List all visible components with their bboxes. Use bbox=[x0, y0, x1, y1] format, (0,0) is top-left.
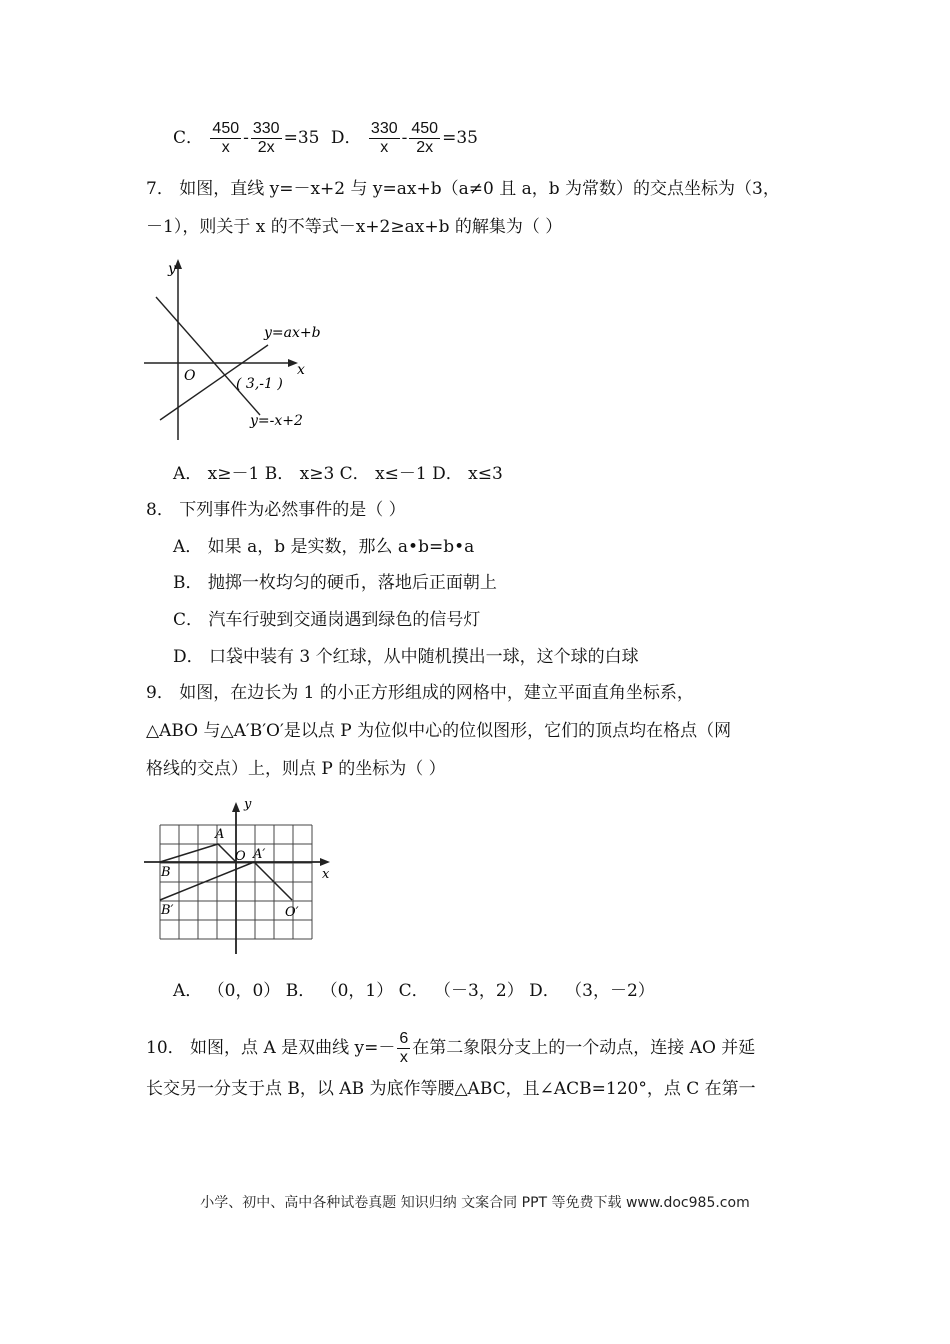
q8-option-a: A． 如果 a，b 是实数，那么 a•b=b•a bbox=[173, 537, 475, 557]
q8-option-c: C． 汽车行驶到交通岗遇到绿色的信号灯 bbox=[173, 610, 481, 630]
q6-c-fraction-2: $\frac{330}{2x}$ bbox=[252, 120, 280, 156]
q6-d-fraction-1: $\frac{330}{x}$ bbox=[370, 120, 398, 156]
q10-stem-line1: 10． 如图，点 A 是双曲线 y=－ $\frac{6}{x}$ 在第二象限分支上的一个动点，连接 AO 并延 bbox=[146, 1030, 756, 1066]
q9-stem-line2: △ABO 与△A′B′O′是以点 P 为位似中心的位似图形，它们的顶点均在格点（网 bbox=[146, 721, 732, 741]
q6-d-tail: =35 bbox=[442, 128, 478, 148]
q9-y-label: y bbox=[244, 798, 252, 812]
q8-option-b: B． 抛掷一枚均匀的硬币，落地后正面朝上 bbox=[173, 573, 497, 593]
q7-line-label-ax-b: y=ax+b bbox=[264, 325, 321, 341]
q9-point-o: O bbox=[235, 849, 246, 864]
q9-graph bbox=[140, 798, 340, 958]
q9-x-label: x bbox=[322, 867, 330, 882]
q6-option-d-label: D． bbox=[330, 128, 362, 148]
q8-option-d: D． 口袋中装有 3 个红球，从中随机摸出一球，这个球的白球 bbox=[173, 647, 639, 667]
q6-c-tail: =35 bbox=[283, 128, 320, 148]
q9-y-arrow bbox=[232, 802, 240, 812]
q7-stem-line2: －1），则关于 x 的不等式－x+2≥ax+b 的解集为（ ） bbox=[146, 217, 563, 237]
q9-triangle-a-prime bbox=[160, 862, 292, 900]
q9-point-b-prime: B′ bbox=[161, 903, 174, 918]
q7-stem-line1: 7． 如图，直线 y=－x+2 与 y=ax+b（a≠0 且 a，b 为常数）的交点坐标为（3， bbox=[146, 179, 780, 199]
q9-stem-line1: 9． 如图，在边长为 1 的小正方形组成的网格中，建立平面直角坐标系， bbox=[146, 683, 694, 703]
q7-intersection-label: ( 3,-1 ) bbox=[236, 376, 283, 392]
q6-d-fraction-2: $\frac{450}{2x}$ bbox=[411, 120, 439, 156]
q10-stem-line2: 长交另一分支于点 B，以 AB 为底作等腰△ABC，且∠ACB=120°，点 C 在第一 bbox=[146, 1079, 756, 1099]
q7-options: A． x≥－1 B． x≥3 C． x≤－1 D． x≤3 bbox=[173, 464, 503, 484]
q7-line-label-neg-x: y=-x+2 bbox=[250, 413, 303, 429]
q7-y-label: y bbox=[168, 261, 176, 277]
q9-point-o-prime: O′ bbox=[285, 905, 299, 920]
q9-stem-line3: 格线的交点）上，则点 P 的坐标为（ ） bbox=[146, 759, 446, 779]
q7-graph bbox=[140, 255, 330, 445]
q9-point-a-prime: A′ bbox=[253, 847, 266, 862]
q6-option-c-label: C． bbox=[173, 128, 204, 148]
q7-line-neg-x-plus-2 bbox=[156, 297, 260, 415]
q7-x-label: x bbox=[297, 362, 305, 378]
q6-options: C． $\frac{450}{x}$ - $\frac{330}{2x}$ =35 D． $\frac{330}{x}$ - $\frac{450}{2x}$ =35 bbox=[173, 120, 478, 156]
q10-fraction: $\frac{6}{x}$ bbox=[399, 1030, 409, 1066]
q9-options: A． （0，0） B． （0，1） C． （－3，2） D． （3，－2） bbox=[173, 981, 655, 1001]
q7-origin-label: O bbox=[184, 368, 196, 384]
q8-stem: 8． 下列事件为必然事件的是（ ） bbox=[146, 500, 406, 520]
q9-point-b: B bbox=[161, 865, 171, 880]
q6-c-fraction-1: $\frac{450}{x}$ bbox=[212, 120, 240, 156]
q9-x-arrow bbox=[320, 858, 330, 866]
q9-point-a: A bbox=[215, 827, 225, 842]
page-footer: 小学、初中、高中各种试卷真题 知识归纳 文案合同 PPT 等免费下载 www.doc985.com bbox=[200, 1195, 750, 1211]
